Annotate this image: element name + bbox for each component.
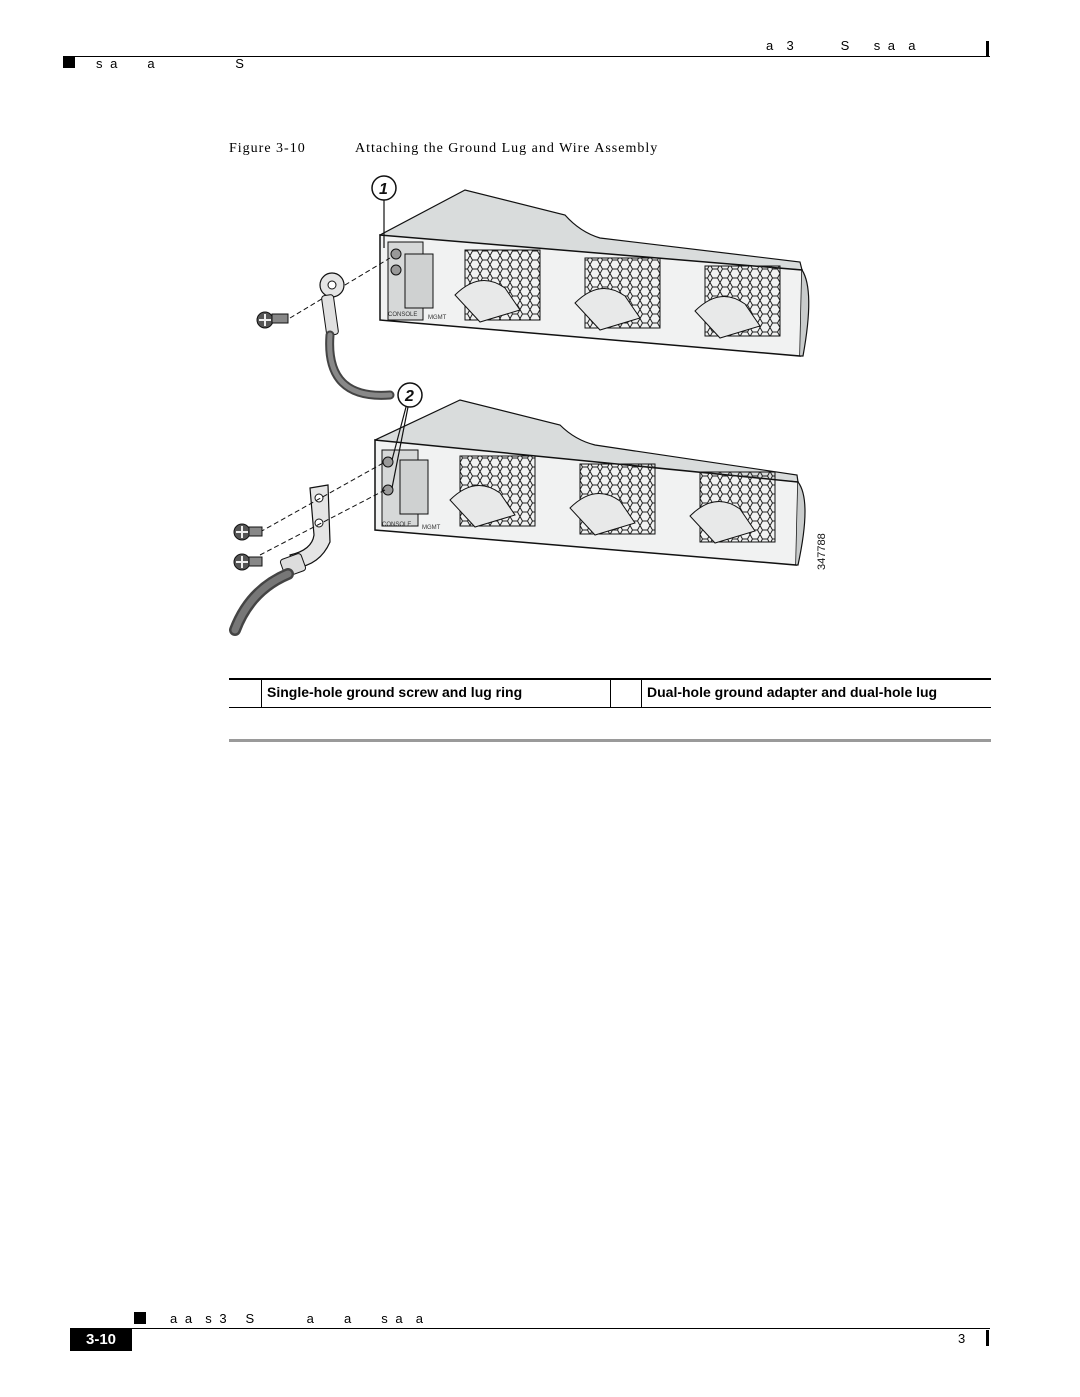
legend-desc-2: Dual-hole ground adapter and dual-hole lug — [647, 684, 938, 700]
legend-divider-2 — [610, 680, 611, 707]
legend-divider-3 — [641, 680, 642, 707]
footer-rule — [70, 1328, 990, 1329]
doc-number: 3 — [958, 1331, 968, 1346]
fan-tray — [450, 456, 535, 527]
fan-tray — [455, 250, 540, 322]
switch-chassis-top — [380, 190, 809, 356]
ground-screw — [257, 312, 288, 328]
ground-screw-hole — [391, 249, 401, 259]
console-port-label: CONSOLE — [388, 312, 418, 318]
switch-chassis-bottom — [375, 400, 805, 565]
figure-label: Figure 3-10 — [229, 141, 306, 156]
mgmt-port-label: MGMT — [428, 315, 447, 321]
page-number-box — [70, 1329, 132, 1351]
art-id: 347788 — [816, 533, 828, 570]
figure-title: Attaching the Ground Lug and Wire Assembly — [355, 141, 659, 156]
chapter-title: a 3 S s a a — [766, 38, 918, 53]
svg-text:MGMT: MGMT — [422, 525, 441, 531]
legend-bottom-rule — [229, 707, 991, 708]
header-bullet — [63, 56, 75, 68]
guide-title: a a s 3 S a a s a a — [170, 1311, 426, 1326]
svg-text:1: 1 — [379, 181, 388, 198]
ground-screw — [234, 524, 262, 540]
page-number: 3-10 — [85, 1331, 117, 1348]
section-title: s a a S — [96, 56, 246, 71]
ground-wire — [330, 335, 390, 395]
section-end-rule — [229, 739, 991, 742]
header-right-tick — [986, 41, 989, 57]
svg-text:2: 2 — [405, 388, 414, 405]
fan-tray — [695, 266, 780, 338]
ground-wire — [235, 574, 288, 630]
fan-tray — [575, 258, 660, 330]
legend-desc-1: Single-hole ground screw and lug ring — [267, 684, 523, 700]
svg-text:CONSOLE: CONSOLE — [382, 522, 412, 528]
ground-lug-illustration — [220, 170, 840, 640]
fan-tray — [570, 464, 655, 535]
footer-right-tick — [986, 1330, 989, 1346]
ground-screw — [234, 554, 262, 570]
fan-tray — [690, 472, 775, 543]
lug-ring — [320, 273, 344, 336]
footer-bullet — [134, 1312, 146, 1324]
legend-divider-1 — [261, 680, 262, 707]
